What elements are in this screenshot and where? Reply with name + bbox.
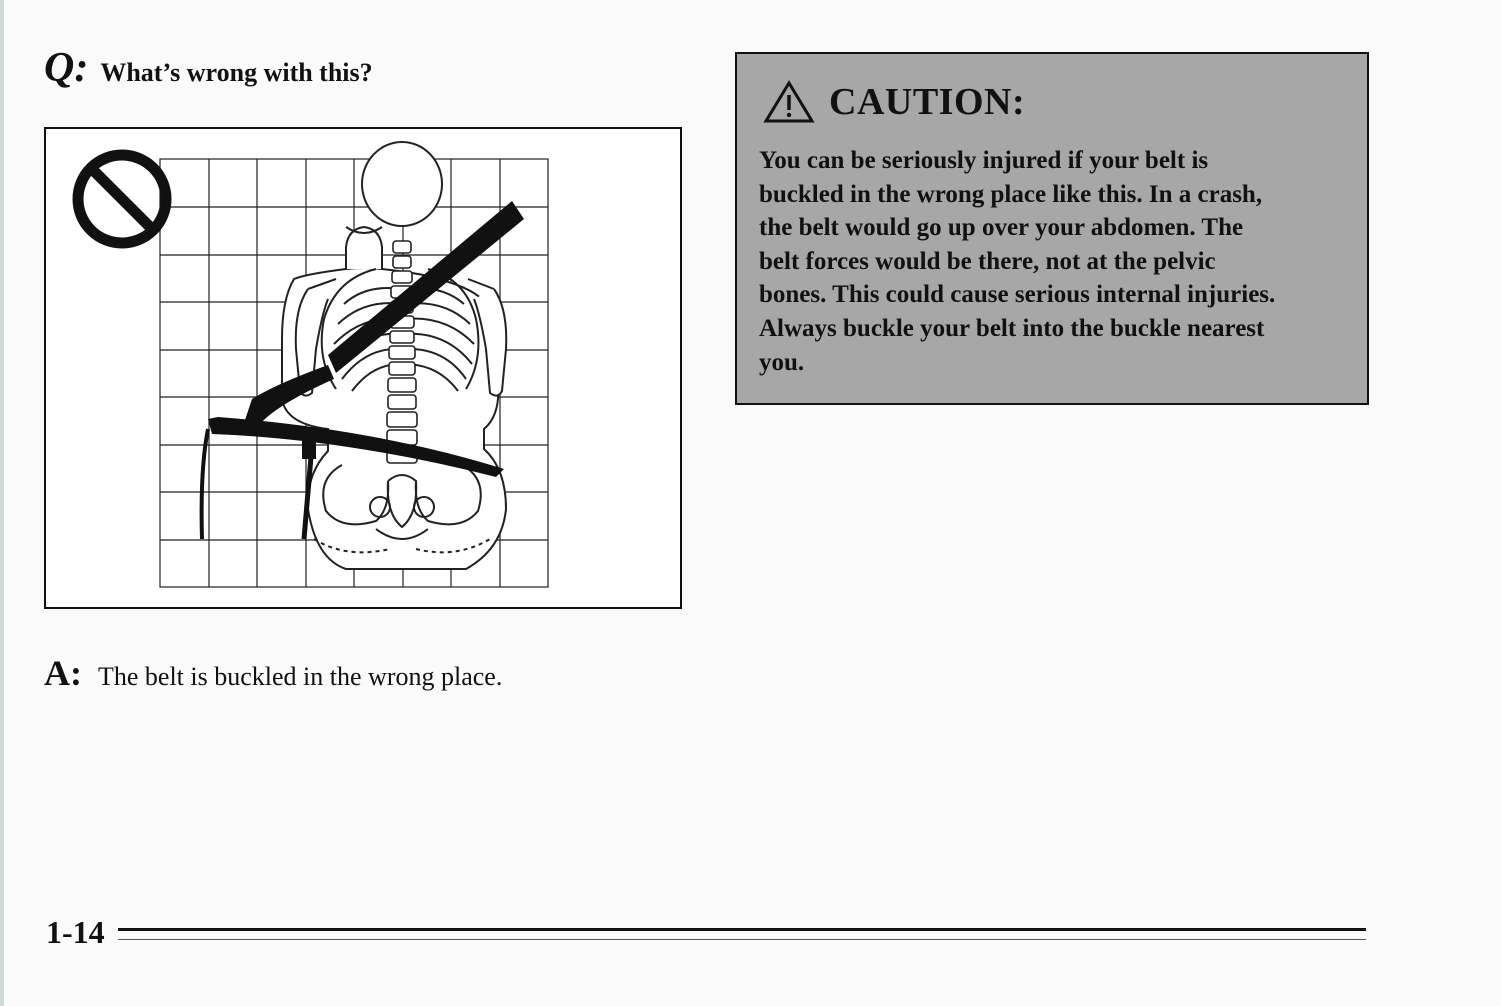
question-label: Q:: [44, 45, 89, 91]
caution-line: You can be seriously injured if your belt is: [759, 147, 1209, 174]
caution-header: [763, 80, 1025, 124]
question: [44, 44, 373, 92]
answer-label: A:: [44, 653, 82, 693]
caution-line: buckled in the wrong place like this. In a crash,: [759, 180, 1263, 208]
page-number: 1-14: [46, 914, 105, 950]
footer-rule: [118, 928, 1366, 931]
caution-line: the belt would go up over your abdomen. The: [759, 214, 1244, 242]
caution-box: [735, 52, 1369, 405]
caution-line: you.: [759, 348, 805, 376]
answer: [44, 652, 502, 694]
page-edge: [0, 0, 4, 1006]
caution-line: bones. This could cause serious internal injuries.: [759, 281, 1276, 309]
caution-title: CAUTION:: [829, 81, 1026, 123]
spine: [387, 241, 417, 463]
answer-text: The belt is buckled in the wrong place.: [98, 662, 503, 691]
question-text: What’s wrong with this?: [100, 58, 373, 87]
page-footer: [46, 914, 1366, 954]
caution-text: [759, 144, 1349, 379]
torso-figure: [46, 129, 680, 607]
seatbelt-illustration: [44, 127, 682, 609]
caution-line: belt forces would be there, not at the pelvic: [759, 247, 1216, 275]
footer-rule-thin: [118, 939, 1366, 940]
no-symbol-icon: [78, 155, 166, 243]
warning-triangle-icon: [763, 80, 815, 124]
caution-line: Always buckle your belt into the buckle nearest: [759, 314, 1265, 342]
